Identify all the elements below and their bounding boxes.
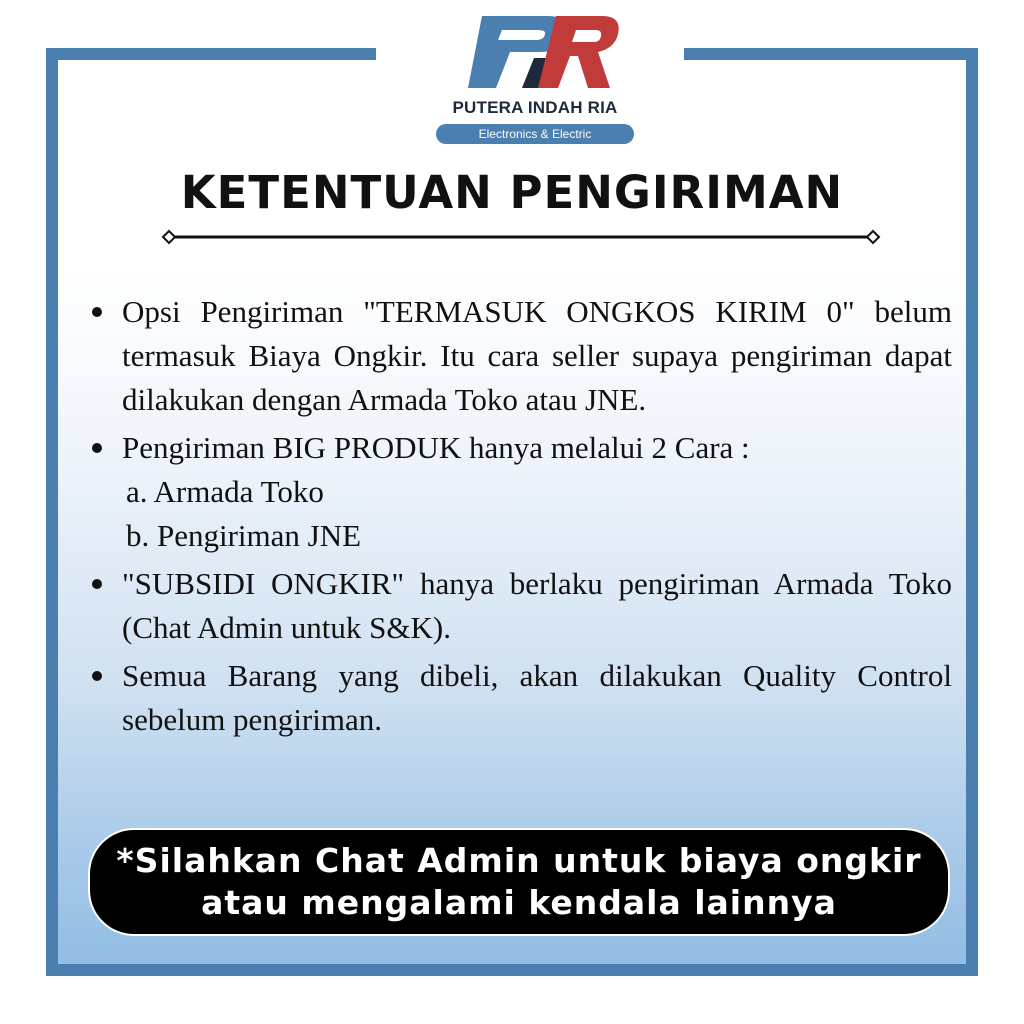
bullet-icon [92, 443, 102, 453]
cta-line-2: atau mengalami kendala lainnya [201, 883, 837, 922]
brand-name: PUTERA INDAH RIA [452, 98, 618, 117]
chat-admin-banner [88, 828, 950, 936]
sub-item: a. Armada Toko [126, 474, 324, 509]
brand-logo [430, 12, 640, 141]
frame-top-left-border [46, 48, 376, 60]
list-item-text: Semua Barang yang dibeli, akan dilakukan Quality Control sebelum pengiriman. [122, 658, 952, 737]
sub-item: b. Pengiriman JNE [126, 518, 362, 553]
pir-logo-icon [452, 12, 622, 90]
list-item-text: Opsi Pengiriman "TERMASUK ONGKOS KIRIM 0" belum termasuk Biaya Ongkir. Itu cara seller supaya pengiriman dapat dilakukan dengan Armada Toko atau JNE. [122, 294, 952, 417]
title-divider [160, 228, 882, 246]
list-item [90, 562, 952, 650]
page-title: KETENTUAN PENGIRIMAN [180, 166, 844, 219]
frame-top-right-border [684, 48, 978, 60]
bullet-icon [92, 307, 102, 317]
bullet-icon [92, 579, 102, 589]
list-item [90, 654, 952, 742]
cta-line-1: *Silahkan Chat Admin untuk biaya ongkir [116, 841, 922, 880]
brand-tagline: Electronics & Electric [436, 124, 634, 144]
list-item [90, 290, 952, 422]
list-item [90, 426, 952, 558]
shipping-terms-list [90, 290, 952, 746]
list-item-text: Pengiriman BIG PRODUK hanya melalui 2 Cara : [122, 430, 750, 465]
bullet-icon [92, 671, 102, 681]
list-item-text: "SUBSIDI ONGKIR" hanya berlaku pengiriman Armada Toko (Chat Admin untuk S&K). [122, 566, 952, 645]
